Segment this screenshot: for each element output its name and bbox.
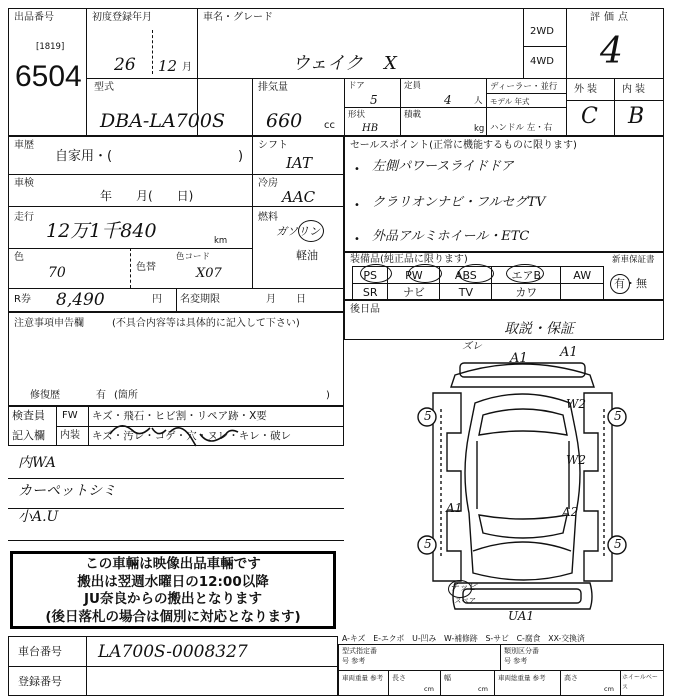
yen-unit: 円: [152, 294, 162, 305]
mark-ua1-bottom: UA1: [508, 609, 535, 623]
notice-line-3: JU奈良からの搬出となります: [84, 591, 262, 607]
sales-bullet-1: •: [354, 164, 360, 175]
after-items-value: 取説・保証: [504, 321, 574, 337]
sales-bullet-2: •: [354, 200, 360, 211]
inspection-value: 年 月( 日): [100, 189, 194, 203]
wheelbase-label: ホイールベース: [622, 674, 658, 691]
interior-check-label: 内装: [60, 430, 80, 441]
exterior-label: 外装: [574, 84, 600, 95]
color-change-label: 色替: [136, 262, 156, 273]
repair-close: ): [326, 390, 330, 401]
after-items-label: 後日品: [350, 304, 380, 315]
fuel-label: 燃料: [258, 212, 278, 223]
repair-part: (箇所: [114, 390, 138, 401]
color-label: 色: [14, 252, 24, 263]
shift-value: IAT: [286, 154, 312, 172]
notice-line-4: (後日落札の場合は個別に対応となります): [45, 608, 301, 625]
repair-label: 修復歴: [30, 390, 60, 401]
fw-items: キズ・飛石・ヒビ割・リペア跡・X要: [92, 410, 267, 422]
mark-a2-right: A2: [562, 505, 579, 519]
warranty-value: 有・無: [614, 277, 647, 290]
equip-empty: [561, 284, 604, 301]
name-change-label: 名変期限: [180, 294, 220, 305]
reg-no-label: 登録番号: [18, 675, 62, 688]
door-label: ドア: [348, 81, 365, 91]
equip-aw: AW: [561, 267, 604, 284]
class-label: 類別区分番号 参考: [504, 647, 539, 665]
sales-point-3: 外品アルミホイール・ETC: [372, 229, 530, 244]
damage-legend: A-キズ E-エクボ U-凹み W-補修跡 S-サビ C-腐食 XX-交換済: [342, 634, 585, 643]
mileage-label: 走行: [14, 212, 34, 223]
handwritten-note-3: 小A.U: [18, 509, 59, 525]
exterior-grade: C: [581, 104, 598, 129]
equip-pw: PW: [388, 267, 440, 284]
notes-label: 注意事項申告欄: [14, 318, 84, 329]
height-label: 高さ: [564, 674, 578, 682]
interior-grade: B: [628, 104, 645, 129]
mark-w2-right-2: W2: [566, 453, 586, 467]
length-label: 長さ: [392, 674, 406, 682]
name-change-value: 月 日: [266, 294, 306, 305]
shape-label: 形状: [348, 110, 366, 120]
lot-code: [1819]: [36, 42, 65, 52]
cc-unit: cc: [324, 120, 335, 131]
width-label: 幅: [444, 674, 451, 682]
mileage-value: 12万1千840: [46, 220, 157, 242]
equip-leather: カワ: [492, 284, 561, 301]
load-label: 積載: [404, 110, 422, 120]
equip-pw-circle: [408, 264, 442, 283]
weight-label: 車両重量 参考: [342, 674, 384, 682]
recycle-value: 8,490: [56, 290, 105, 310]
displacement-value: 660: [266, 110, 303, 132]
equipment-label: 装備品(純正品に限ります): [350, 254, 468, 265]
sales-bullet-3: •: [354, 234, 360, 245]
car-damage-diagram: [405, 345, 640, 635]
model-value: DBA-LA700S: [100, 110, 225, 132]
equip-tv: TV: [440, 284, 492, 301]
handwritten-note-2: カーペットシミ: [18, 483, 116, 499]
handwritten-note-1: 内WA: [18, 455, 56, 471]
door-value: 5: [370, 93, 378, 107]
warranty-circle: [610, 274, 630, 294]
model-label: 型式: [94, 82, 114, 93]
wheel-mark-fl: 5: [424, 409, 432, 423]
wheel-mark-rl: 5: [424, 537, 432, 551]
interior-label: 内装: [622, 84, 648, 95]
kg-unit: kg: [474, 124, 485, 134]
lot-no: 6504: [15, 60, 82, 93]
drive-4wd: 4WD: [530, 56, 554, 67]
cm-3: cm: [604, 685, 614, 693]
fuel-circle: [298, 220, 324, 242]
capacity-label: 定員: [404, 81, 422, 91]
sales-label: セールスポイント(正常に機能するものに限ります): [350, 140, 577, 151]
warranty-label: 新車保証書: [612, 255, 655, 265]
notice-box: [10, 551, 336, 629]
equip-airbag-circle: [506, 264, 544, 283]
mark-w2-right-1: W2: [566, 397, 586, 411]
color-value: 70: [48, 265, 66, 281]
sales-point-2: クラリオンナビ・フルセグTV: [372, 195, 546, 210]
chip-circle: [448, 580, 472, 598]
mark-zure: ズレ: [462, 341, 482, 352]
equip-abs-circle: [458, 264, 494, 283]
cooler-label: 冷房: [258, 178, 278, 189]
km-unit: km: [214, 236, 228, 246]
chassis-value: LA700S-0008327: [98, 642, 248, 662]
notes-sub: (不具合内容等は具体的に記入して下さい): [112, 318, 300, 329]
model-year-label: モデル 年式: [490, 97, 530, 106]
wheel-mark-rr: 5: [614, 537, 622, 551]
usage-value: 自家用・(: [55, 149, 113, 164]
mark-a1-top-right: A1: [560, 345, 578, 360]
notice-line-2: 搬出は翌週水曜日の12:00以降: [77, 573, 269, 590]
first-reg-year: 26: [114, 55, 136, 75]
car-grade: X: [384, 53, 397, 74]
mark-spare: スペア: [454, 597, 475, 605]
cm-2: cm: [478, 685, 488, 693]
capacity-value: 4: [444, 93, 452, 107]
cooler-value: AAC: [282, 188, 316, 206]
fuel-gasoline: ガソリン: [276, 225, 320, 238]
fw-label: FW: [62, 410, 78, 421]
color-code-value: X07: [196, 266, 222, 281]
dealer-label: ディーラー・並行: [490, 82, 558, 92]
first-reg-month: 12: [158, 57, 178, 75]
wheel-mark-fr: 5: [614, 409, 622, 423]
inspector-label-1: 検査員: [12, 409, 45, 422]
score-label: 評価点: [590, 12, 632, 23]
equip-navi: ナビ: [388, 284, 440, 301]
equip-airbag: エアB: [492, 267, 561, 284]
inspection-label: 車検: [14, 178, 34, 189]
lot-no-label: 出品番号: [14, 12, 54, 23]
usage-close: ): [238, 149, 244, 164]
handle-label: ハンドル 左・右: [490, 123, 553, 133]
first-reg-label: 初度登録年月: [92, 12, 152, 23]
person-unit: 人: [474, 96, 483, 106]
equip-abs: ABS: [440, 267, 492, 284]
interior-items: キズ・汚レ・コゲ・穴・ヌレ・キレ・破レ: [92, 430, 292, 442]
recycle-label: R券: [14, 294, 31, 305]
sales-point-1: 左側パワースライドドア: [372, 159, 514, 174]
shape-value: HB: [362, 123, 379, 134]
drive-2wd: 2WD: [530, 26, 554, 37]
month-unit: 月: [182, 62, 192, 73]
notice-line-1: この車輛は映像出品車輛です: [85, 556, 261, 572]
score: 4: [600, 31, 623, 72]
equip-sr: SR: [353, 284, 388, 301]
color-code-label: 色コード: [176, 252, 211, 262]
mark-a1-left: A1: [446, 501, 463, 515]
total-weight-label: 車両総重量 参考: [498, 674, 546, 682]
chassis-label: 車台番号: [18, 645, 62, 658]
fuel-light-oil: 軽油: [296, 249, 318, 262]
cm-1: cm: [424, 685, 434, 693]
displacement-label: 排気量: [258, 82, 288, 93]
repair-value: 有: [96, 390, 106, 401]
shift-label: シフト: [258, 140, 288, 151]
equip-ps: PS: [353, 267, 388, 284]
equip-ps-circle: [360, 264, 392, 283]
inspector-scribbles: [90, 404, 250, 456]
inspector-label-2: 記入欄: [12, 429, 45, 442]
mark-chip: チッピ: [450, 583, 477, 593]
form-model-label: 型式指定番号 参考: [342, 647, 377, 665]
car-name: ウェイク: [292, 53, 363, 74]
name-grade-label: 車名・グレード: [203, 12, 273, 23]
usage-label: 車歴: [14, 140, 34, 151]
mark-a1-top-left: A1: [510, 351, 528, 366]
